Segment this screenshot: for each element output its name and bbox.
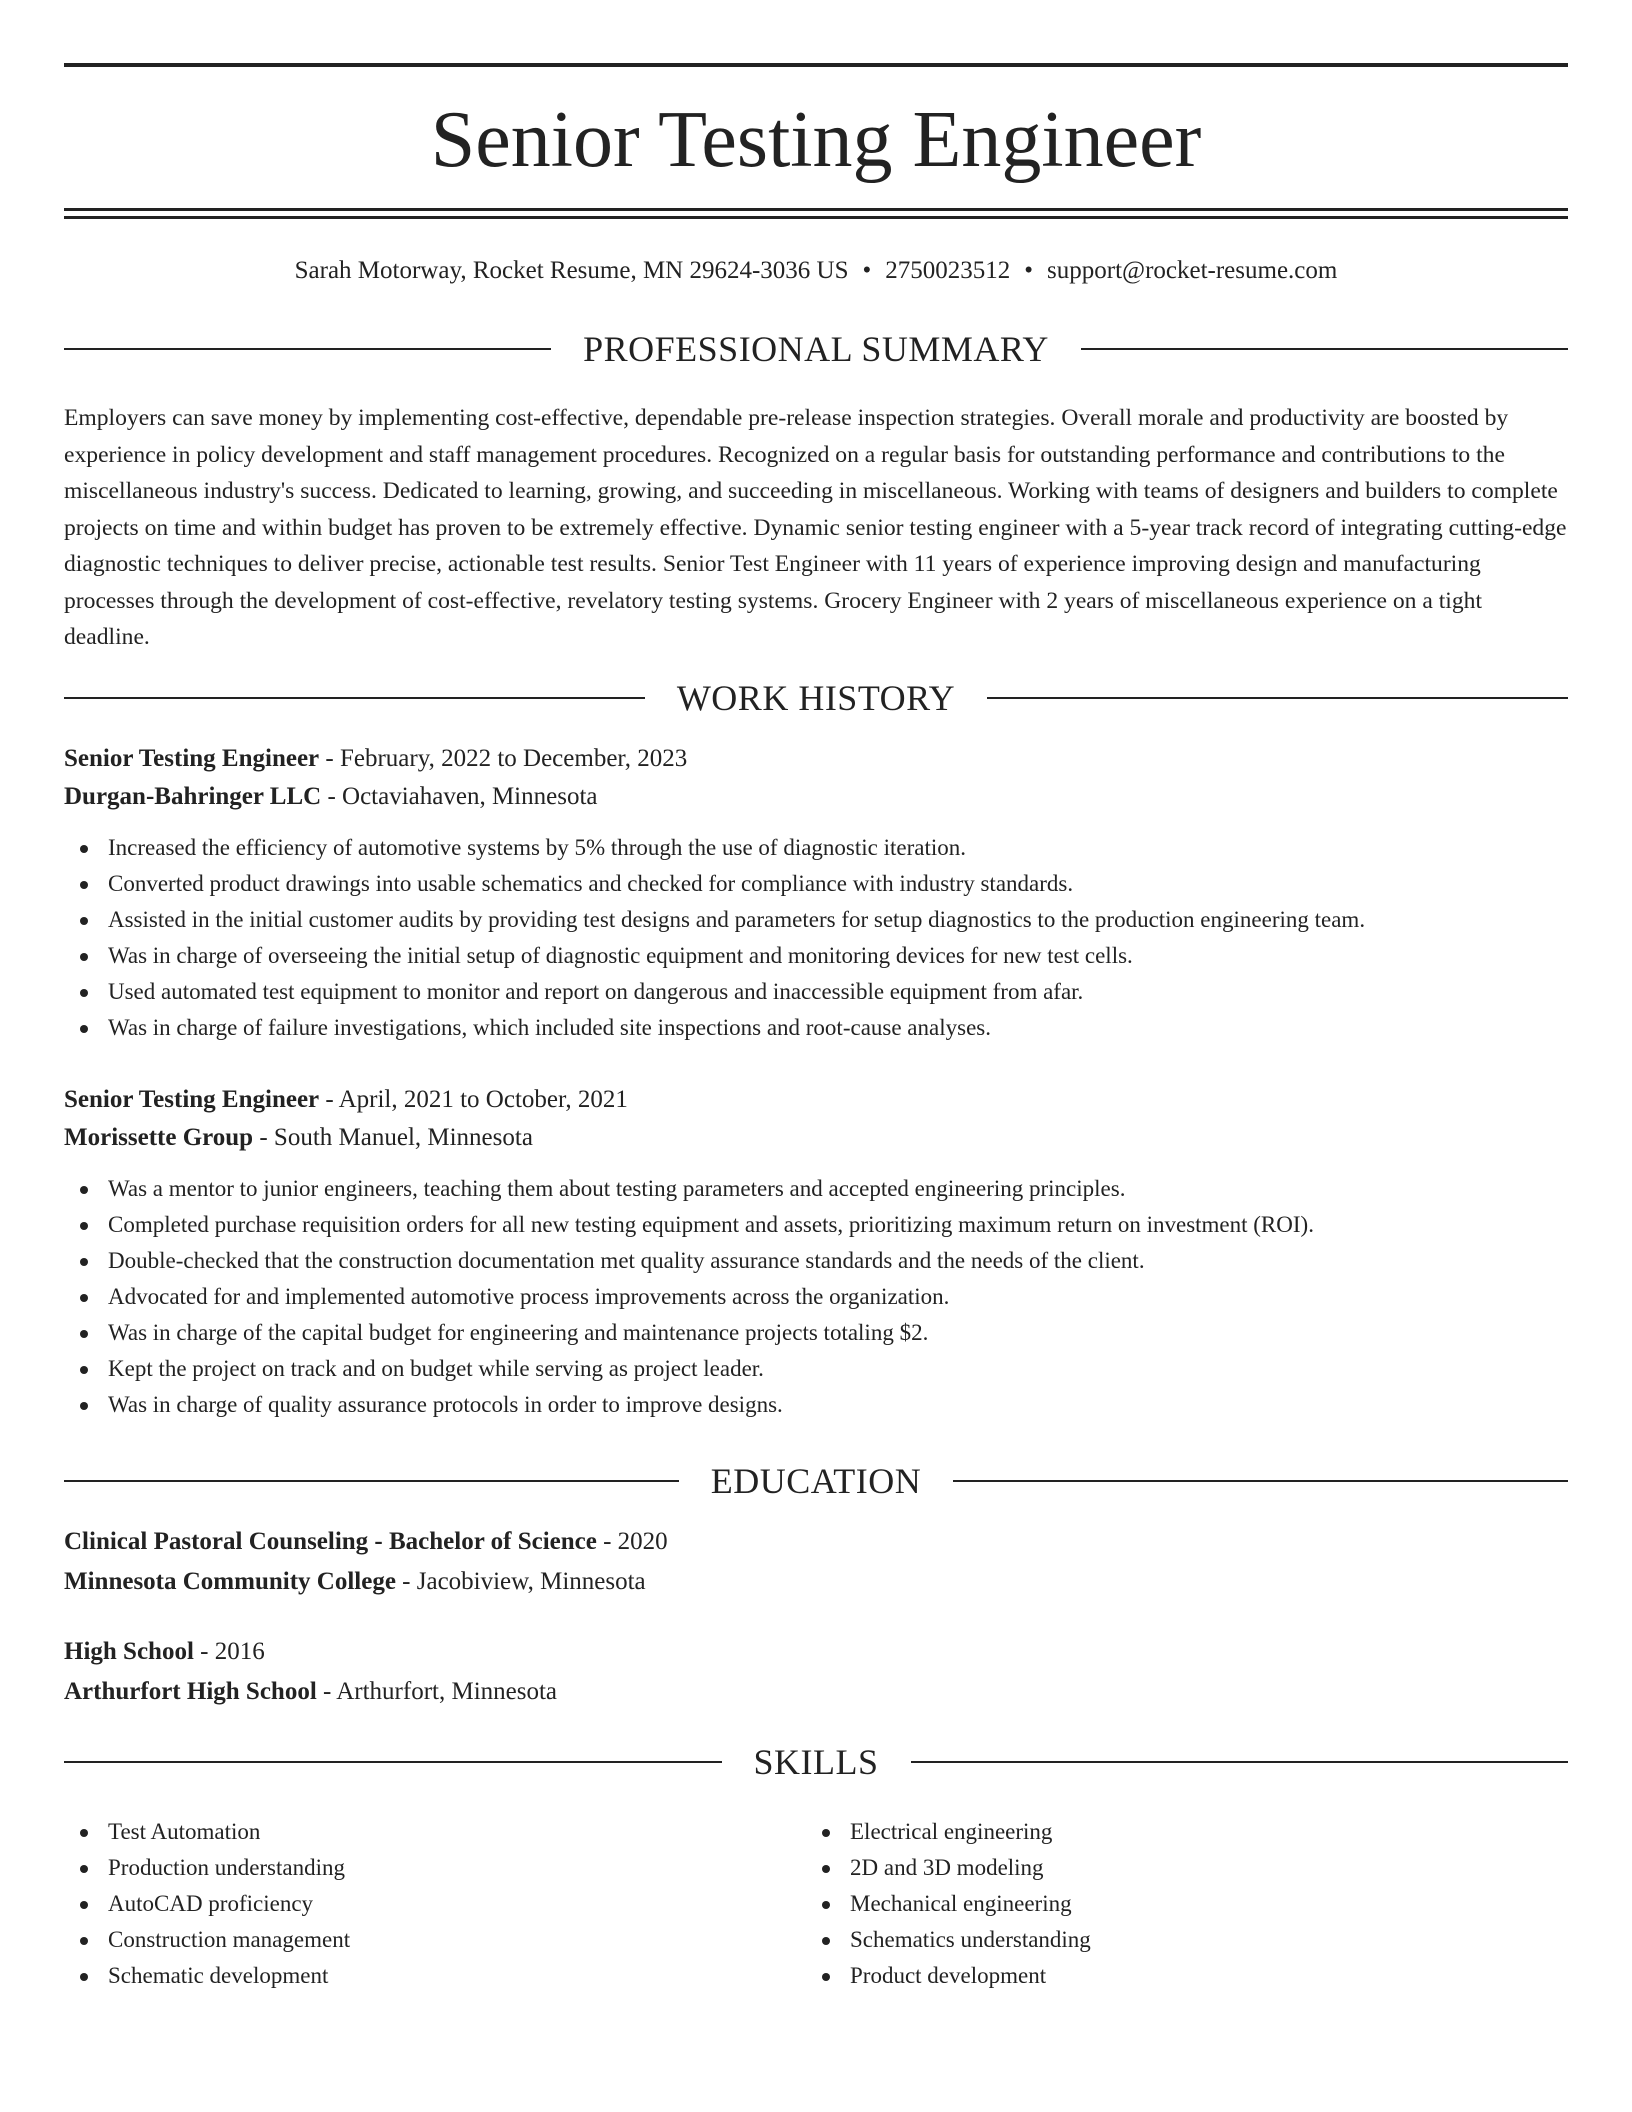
job-dates: - April, 2021 to October, 2021 (319, 1086, 628, 1113)
heading-rule (64, 1480, 679, 1482)
heading-rule (987, 697, 1568, 699)
list-item: Converted product drawings into usable schematics and checked for compliance with industry standards. (64, 866, 1568, 902)
list-item: Kept the project on track and on budget while serving as project leader. (64, 1351, 1568, 1387)
contact-separator: • (1024, 257, 1034, 284)
resume-title: Senior Testing Engineer (430, 96, 1202, 184)
contact-line (64, 255, 1568, 287)
summary-paragraph: Employers can save money by implementing cost-effective, dependable pre-release inspection strategies. Overall morale and productivity are boosted by experience in policy development and staff management procedures. Recognized on a regular basis for outstanding performance and contributions to the miscellaneous industry's success. Dedicated to learning, growing, and succeeding in miscellaneous. Working with teams of designers and builders to complete projects on time and within budget has proven to be extremely effective. Dynamic senior testing engineer with a 5-year track record of integrating cutting-edge diagnostic techniques to deliver precise, actionable test results. Senior Test Engineer with 11 years of experience improving design and manufacturing processes through the development of cost-effective, revelatory testing systems. Grocery Engineer with 2 years of miscellaneous experience on a tight deadline. (64, 405, 1567, 650)
list-item: Advocated for and implemented automotive process improvements across the organization. (64, 1279, 1568, 1315)
job-company: Morissette Group (64, 1124, 254, 1151)
heading-rule (64, 1761, 722, 1763)
skills-column-left (64, 1814, 806, 1994)
section-heading-summary (64, 327, 1568, 371)
job-location: - Octaviahaven, Minnesota (321, 783, 598, 810)
title-rule-lower (64, 216, 1568, 219)
education-year: - 2020 (596, 1528, 668, 1555)
contact-address: Sarah Motorway, Rocket Resume, MN 29624-3036 US (294, 257, 849, 284)
job-company-line (64, 778, 1568, 816)
section-heading-work (64, 676, 1568, 720)
list-item: Product development (806, 1958, 1548, 1994)
skills-list (64, 1814, 1568, 1994)
job-title-line (64, 1081, 1568, 1119)
job-company: Durgan-Bahringer LLC (64, 783, 322, 810)
education-school: Minnesota Community College (64, 1568, 396, 1595)
list-item: AutoCAD proficiency (64, 1886, 806, 1922)
education-school-line (64, 1672, 1568, 1712)
section-title: PROFESSIONAL SUMMARY (583, 329, 1049, 369)
education-degree: High School (64, 1638, 194, 1665)
list-item: Mechanical engineering (806, 1886, 1548, 1922)
heading-rule (64, 348, 551, 350)
section-title: SKILLS (753, 1742, 879, 1782)
education-degree: Clinical Pastoral Counseling - Bachelor of Science (64, 1528, 597, 1555)
heading-rule (911, 1761, 1569, 1763)
job-title: Senior Testing Engineer (64, 745, 320, 772)
title-rule-upper (64, 208, 1568, 211)
list-item: Assisted in the initial customer audits by providing test designs and parameters for setup diagnostics to the production engineering team. (64, 902, 1568, 938)
list-item: Completed purchase requisition orders for all new testing equipment and assets, prioritizing maximum return on investment (ROI). (64, 1207, 1568, 1243)
list-item: Schematic development (64, 1958, 806, 1994)
education-entry (64, 1522, 1568, 1602)
job-entry (64, 1081, 1568, 1423)
top-rule (64, 63, 1568, 67)
job-bullets (64, 830, 1568, 1046)
education-location: - Jacobiview, Minnesota (395, 1568, 646, 1595)
education-school-line (64, 1562, 1568, 1602)
job-company-line (64, 1119, 1568, 1157)
contact-email: support@rocket-resume.com (1047, 257, 1338, 284)
education-school: Arthurfort High School (64, 1678, 317, 1705)
list-item: Electrical engineering (806, 1814, 1548, 1850)
list-item: Double-checked that the construction documentation met quality assurance standards and the needs of the client. (64, 1243, 1568, 1279)
job-entry (64, 740, 1568, 1046)
list-item: Increased the efficiency of automotive systems by 5% through the use of diagnostic iteration. (64, 830, 1568, 866)
section-heading-skills (64, 1740, 1568, 1784)
list-item: Production understanding (64, 1850, 806, 1886)
contact-phone: 2750023512 (885, 257, 1011, 284)
section-title: EDUCATION (710, 1461, 922, 1501)
list-item: Schematics understanding (806, 1922, 1548, 1958)
job-title: Senior Testing Engineer (64, 1086, 320, 1113)
education-year: - 2016 (193, 1638, 265, 1665)
list-item: 2D and 3D modeling (806, 1850, 1548, 1886)
section-title: WORK HISTORY (676, 678, 956, 718)
list-item: Was in charge of the capital budget for engineering and maintenance projects totaling $2. (64, 1315, 1568, 1351)
job-location: - South Manuel, Minnesota (253, 1124, 533, 1151)
list-item: Used automated test equipment to monitor and report on dangerous and inaccessible equipment from afar. (64, 974, 1568, 1010)
heading-rule (64, 697, 645, 699)
education-degree-line (64, 1632, 1568, 1672)
job-dates: - February, 2022 to December, 2023 (319, 745, 688, 772)
list-item: Was in charge of failure investigations, which included site inspections and root-cause analyses. (64, 1010, 1568, 1046)
education-entry (64, 1632, 1568, 1712)
skills-column-right (806, 1814, 1548, 1994)
education-degree-line (64, 1522, 1568, 1562)
list-item: Was in charge of overseeing the initial setup of diagnostic equipment and monitoring devices for new test cells. (64, 938, 1568, 974)
contact-separator: • (862, 257, 872, 284)
list-item: Test Automation (64, 1814, 806, 1850)
heading-rule (953, 1480, 1568, 1482)
job-title-line (64, 740, 1568, 778)
list-item: Was a mentor to junior engineers, teaching them about testing parameters and accepted engineering principles. (64, 1171, 1568, 1207)
list-item: Was in charge of quality assurance protocols in order to improve designs. (64, 1387, 1568, 1423)
education-location: - Arthurfort, Minnesota (316, 1678, 558, 1705)
section-heading-education (64, 1459, 1568, 1503)
heading-rule (1081, 348, 1568, 350)
job-bullets (64, 1171, 1568, 1423)
list-item: Construction management (64, 1922, 806, 1958)
